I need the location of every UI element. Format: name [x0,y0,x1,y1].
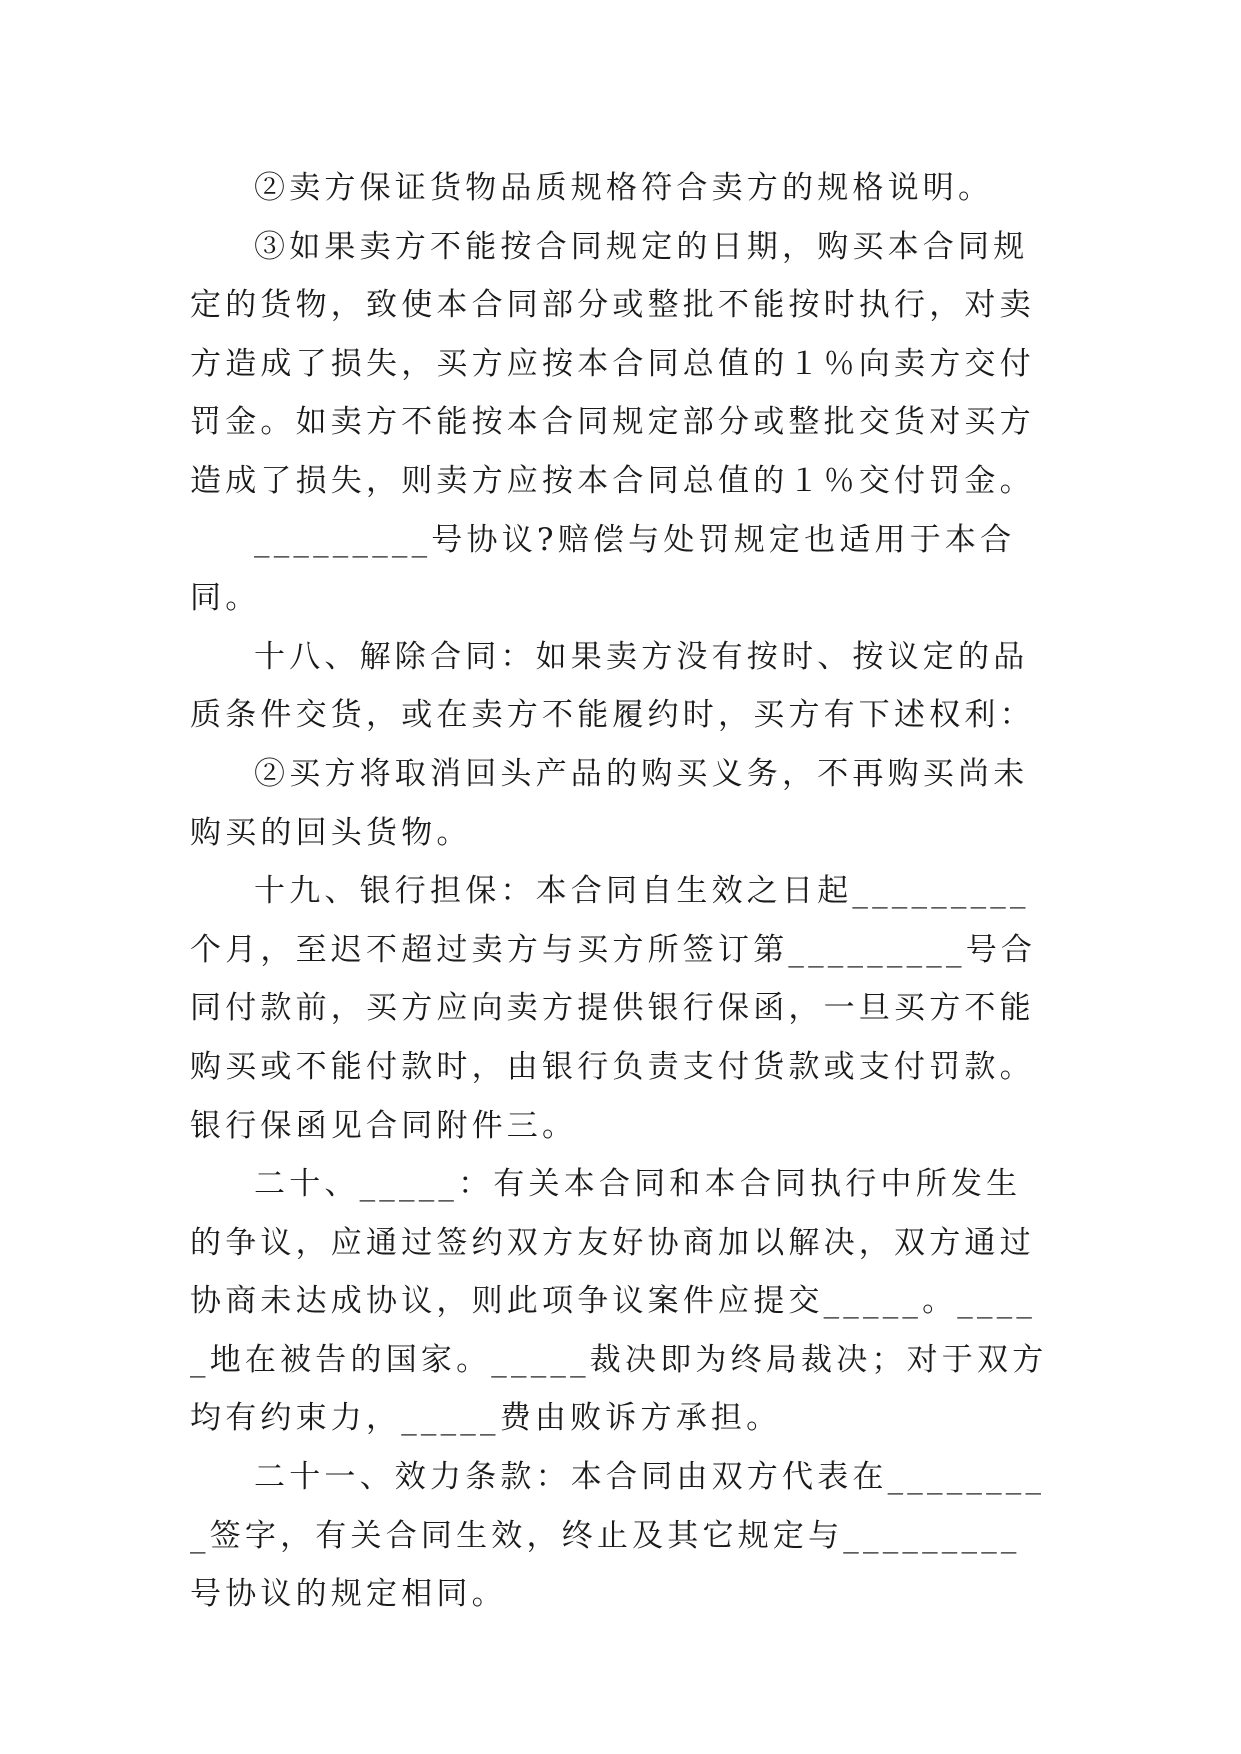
paragraph-bank-guarantee: 十九、银行担保：本合同自生效之日起_________个月，至迟不超过卖方与买方所签订第_________号合同付款前，买方应向卖方提供银行保函，一旦买方不能购买或不能付款时，由银行负责支付货款或支付罚款。银行保函见合同附件三。 [190,873,1037,1144]
paragraph-effectiveness: 二十一、效力条款：本合同由双方代表在_________签字，有关合同生效，终止及其它规定与_________号协议的规定相同。 [190,1459,1046,1613]
paragraph-agreement-applicable: _________号协议?赔偿与处罚规定也适用于本合同。 [190,521,1016,617]
paragraph-termination: 十八、解除合同：如果卖方没有按时、按议定的品质条件交货，或在卖方不能履约时，买方有下述权利： [190,638,1035,734]
paragraph-penalty: ③如果卖方不能按合同规定的日期，购买本合同规定的货物，致使本合同部分或整批不能按时执行，对卖方造成了损失，买方应按本合同总值的１％向卖方交付罚金。如卖方不能按本合同规定部分或整批交货对买方造成了损失，则卖方应按本合同总值的１％交付罚金。 [190,228,1035,499]
paragraph-arbitration: 二十、_____：有关本合同和本合同执行中所发生的争议，应通过签约双方友好协商加以解决，双方通过协商未达成协议，则此项争议案件应提交_____。_____地在被告的国家。_____裁决即为终局裁决；对于双方均有约束力，_____费由败诉方承担。 [190,1166,1048,1437]
document-body [190,159,1052,1624]
paragraph-quality-guarantee: ②卖方保证货物品质规格符合卖方的规格说明。 [254,170,994,206]
paragraph-buyback-cancel: ②买方将取消回头产品的购买义务，不再购买尚未购买的回头货物。 [190,755,1029,851]
